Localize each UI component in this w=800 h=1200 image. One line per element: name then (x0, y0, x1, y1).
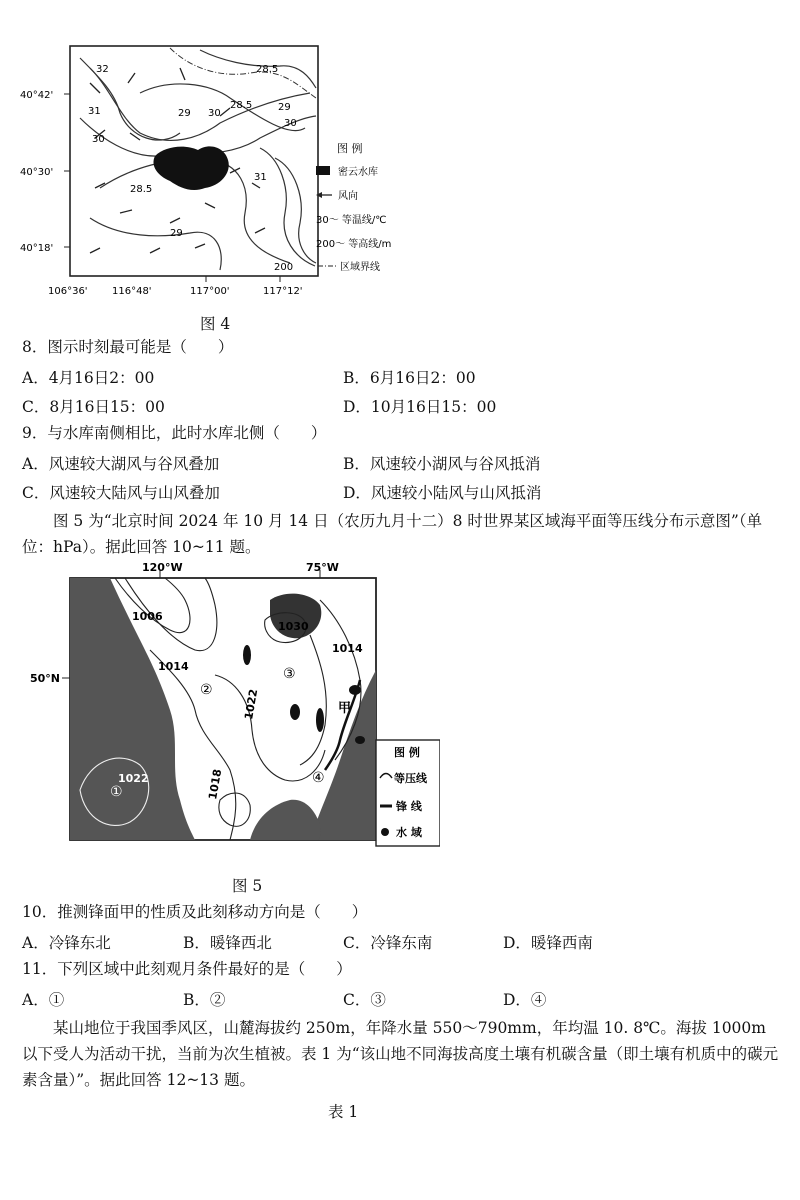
region-marker-3: ③ (283, 666, 296, 682)
question-8-stem: 8．图示时刻最可能是（ ） (22, 338, 234, 356)
lon-label-2: 116°48' (112, 286, 152, 297)
isotherm-label: 31 (254, 172, 267, 183)
legend-item: 200～ 等高线/m (316, 239, 392, 250)
isobar-label: 1022 (118, 772, 149, 785)
q10-option-d[interactable]: D．暖锋西南 (503, 934, 593, 952)
legend-item: 30～ 等温线/℃ (316, 215, 387, 226)
question-9-stem: 9．与水库南侧相比，此时水库北侧（ ） (22, 424, 327, 442)
q9-option-c[interactable]: C．风速较大陆风与山风叠加 (22, 484, 220, 502)
intro-paragraph-10-11: 图 5 为“北京时间 2024 年 10 月 14 日（农历九月十二）8 时世界某区域海平面等压线分布示意图”（单位：hPa）。据此回答 10~11 题。 (22, 512, 763, 556)
isobar-label: 1030 (278, 620, 309, 633)
q9-option-b[interactable]: B．风速较小湖风与谷风抵消 (343, 455, 541, 473)
lon-label-3: 117°00' (190, 286, 230, 297)
legend-item: 密云水库 (338, 167, 378, 178)
legend-item: 水 域 (396, 826, 422, 839)
table-1-caption: 表 1 (328, 1103, 359, 1121)
figure-4-caption: 图 4 (200, 315, 231, 333)
legend-item: 区域界线 (340, 262, 380, 273)
lon-label-4: 117°12' (263, 286, 303, 297)
isotherm-label: 29 (278, 102, 291, 113)
isotherm-label: 200 (274, 262, 294, 273)
region-marker-1: ① (110, 784, 123, 800)
figure-5-map (20, 560, 440, 870)
lon-label-1: 106°36' (48, 286, 88, 297)
q8-option-c[interactable]: C．8月16日15：00 (22, 398, 165, 416)
lat-label-3: 40°18' (20, 243, 54, 254)
question-11-stem: 11．下列区域中此刻观月条件最好的是（ ） (22, 960, 352, 978)
legend-title: 图 例 (394, 746, 420, 759)
figure-4 (20, 38, 420, 303)
q11-option-c[interactable]: C．③ (343, 991, 386, 1009)
isotherm-label: 29 (178, 108, 191, 119)
figure-5 (20, 560, 440, 870)
question-10-stem: 10．推测锋面甲的性质及此刻移动方向是（ ） (22, 903, 368, 921)
figure-4-map (20, 38, 420, 303)
lat-label-2: 40°30' (20, 167, 54, 178)
isotherm-label: 28.5 (230, 100, 253, 111)
lat-label-1: 40°42' (20, 90, 54, 101)
legend-item: 等压线 (394, 772, 427, 785)
q9-option-a[interactable]: A．风速较大湖风与谷风叠加 (22, 455, 220, 473)
q8-option-d[interactable]: D．10月16日15：00 (343, 398, 497, 416)
q10-option-b[interactable]: B．暖锋西北 (183, 934, 272, 952)
q8-option-a[interactable]: A．4月16日2：00 (22, 369, 155, 387)
q11-option-a[interactable]: A．① (22, 991, 65, 1009)
q11-option-b[interactable]: B．② (183, 991, 226, 1009)
isotherm-label: 31 (88, 106, 101, 117)
isotherm-label: 30 (208, 108, 221, 119)
intro-paragraph-12-13: 某山地位于我国季风区，山麓海拔约 250m，年降水量 550～790mm，年均温 10. 8℃。海拔 1000m 以下受人为活动干扰，当前为次生植被。表 1 为“该山地不同海拔高度土壤有机碳含量（即土壤有机质中的碳元素含量）”。据此回答 12~13 题。 (22, 1019, 779, 1089)
lon-label-75w: 75°W (306, 561, 339, 574)
region-marker-2: ② (200, 682, 213, 698)
lat-label-50n: 50°N (30, 672, 61, 685)
q10-option-a[interactable]: A．冷锋东北 (22, 934, 111, 952)
figure-4-legend (316, 141, 391, 273)
legend-title: 图 例 (337, 142, 363, 155)
lon-label-120w: 120°W (142, 561, 183, 574)
legend-item: 风向 (338, 191, 358, 202)
isobar-label: 1022 (242, 688, 261, 721)
isobar-label: 1006 (132, 610, 163, 623)
isotherm-label: 28.5 (256, 64, 279, 75)
q11-option-d[interactable]: D．④ (503, 991, 547, 1009)
q9-option-d[interactable]: D．风速较小陆风与山风抵消 (343, 484, 542, 502)
isotherm-label: 28.5 (130, 184, 153, 195)
q8-option-b[interactable]: B．6月16日2：00 (343, 369, 476, 387)
isobar-label: 1014 (332, 642, 363, 655)
front-label-jia: 甲 (338, 701, 352, 716)
figure-5-legend (376, 740, 440, 846)
isobar-label: 1018 (206, 768, 225, 801)
isobar-label: 1014 (158, 660, 189, 673)
isotherm-label: 32 (96, 64, 109, 75)
q10-option-c[interactable]: C．冷锋东南 (343, 934, 433, 952)
region-marker-4: ④ (312, 770, 325, 786)
isotherm-label: 29 (170, 228, 183, 239)
legend-item: 锋 线 (396, 800, 422, 813)
isotherm-label: 30 (92, 134, 105, 145)
isotherm-label: 30 (284, 118, 297, 129)
figure-5-caption: 图 5 (232, 877, 263, 895)
